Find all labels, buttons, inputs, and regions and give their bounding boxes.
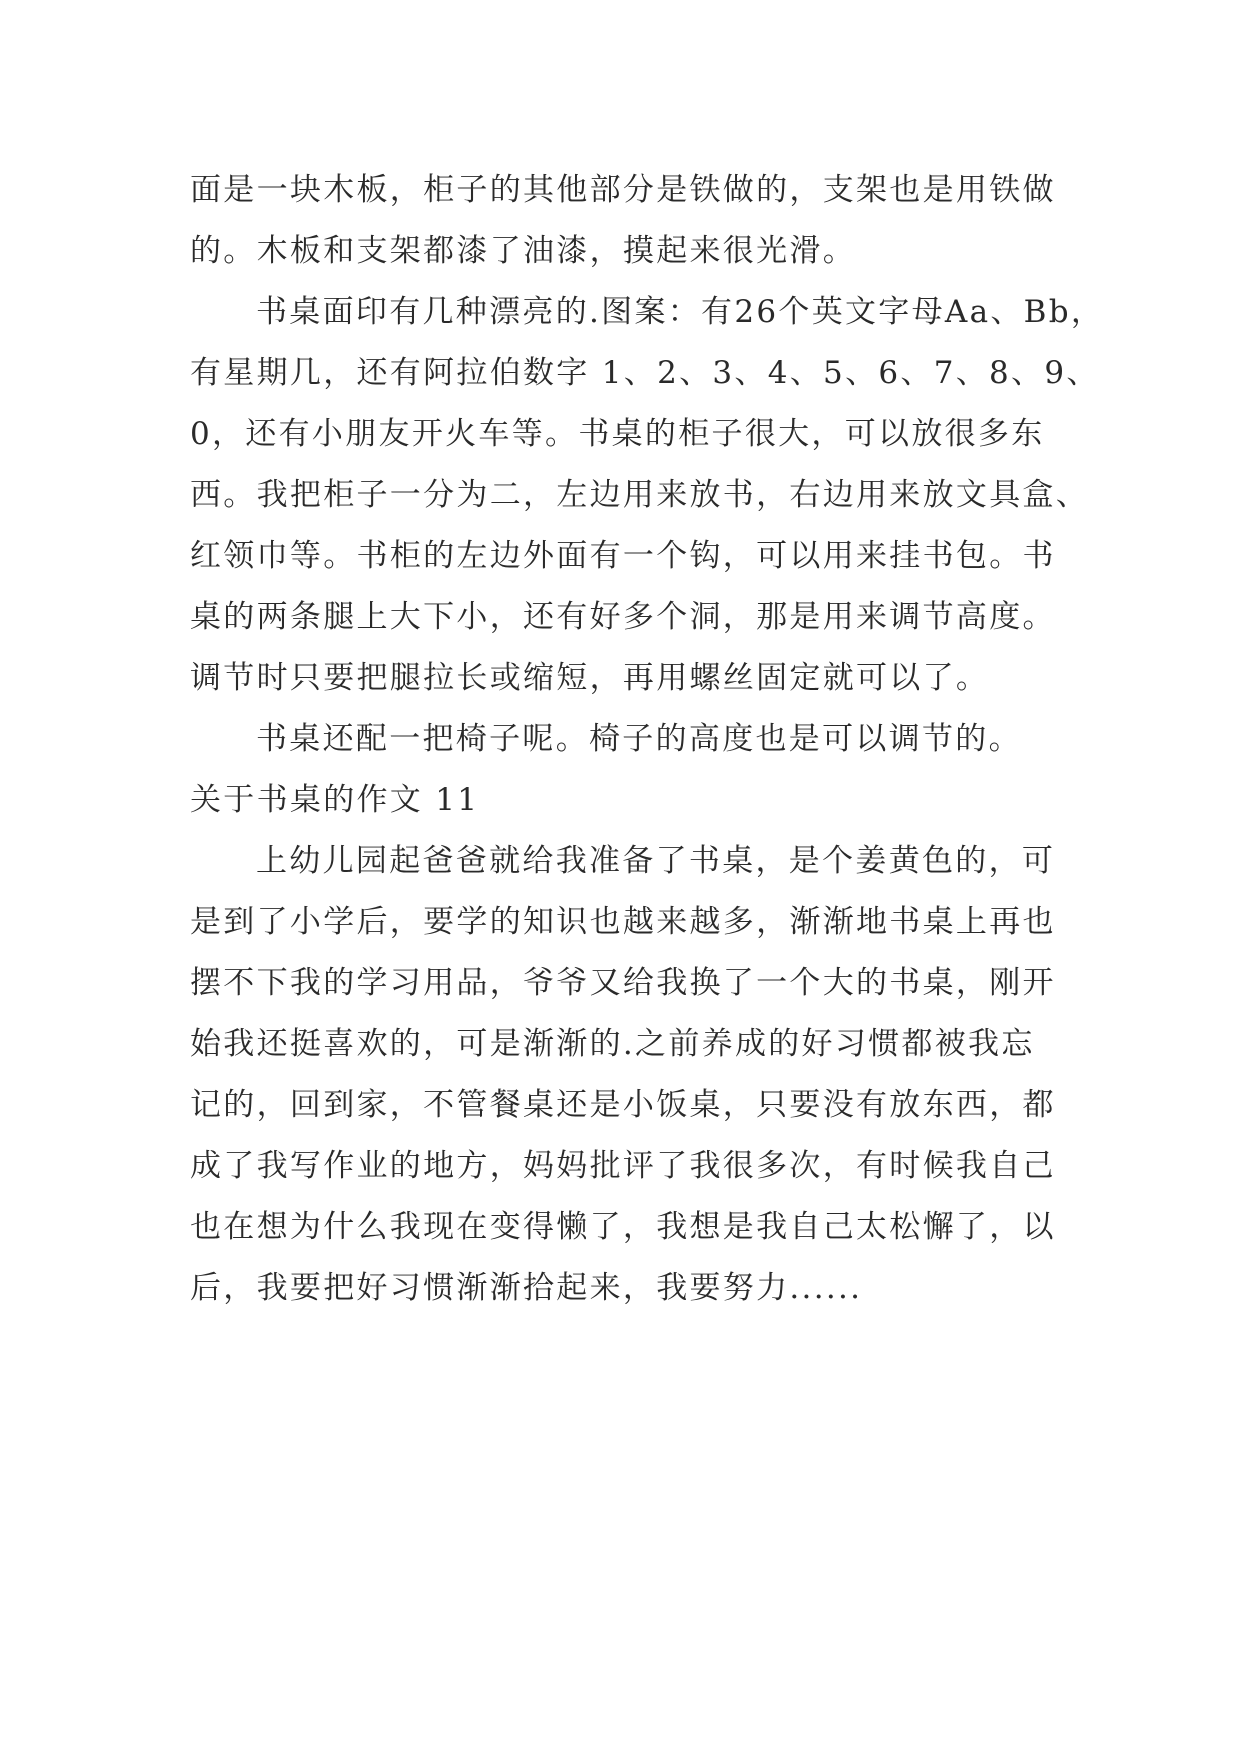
text-line: 成了我写作业的地方，妈妈批评了我很多次，有时候我自己 (190, 1148, 1056, 1184)
text-line: 桌的两条腿上大下小，还有好多个洞，那是用来调节高度。 (190, 599, 1056, 635)
text-line: 西。我把柜子一分为二，左边用来放书，右边用来放文具盒、 (190, 477, 1090, 513)
paragraph-first-line: 书桌还配一把椅子呢。椅子的高度也是可以调节的。 (256, 721, 1022, 757)
text-line: 也在想为什么我现在变得懒了，我想是我自己太松懈了，以 (190, 1209, 1056, 1245)
section-heading: 关于书桌的作文 11 (190, 782, 480, 818)
text-line: 记的，回到家，不管餐桌还是小饭桌，只要没有放东西，都 (190, 1087, 1056, 1123)
document-body (190, 160, 1105, 1319)
text-line: 红领巾等。书柜的左边外面有一个钩，可以用来挂书包。书 (190, 538, 1056, 574)
text-line: 摆不下我的学习用品，爷爷又给我换了一个大的书桌，刚开 (190, 965, 1056, 1001)
text-line: 后，我要把好习惯渐渐拾起来，我要努力...... (190, 1270, 863, 1306)
paragraph-first-line: 书桌面印有几种漂亮的.图案：有26个英文字母Aa、Bb， (256, 294, 1105, 330)
text-line: 调节时只要把腿拉长或缩短，再用螺丝固定就可以了。 (190, 660, 990, 696)
text-line: 0，还有小朋友开火车等。书桌的柜子很大，可以放很多东 (190, 416, 1045, 452)
text-line: 的。木板和支架都漆了油漆，摸起来很光滑。 (190, 233, 856, 269)
text-line: 有星期几，还有阿拉伯数字 1、2、3、4、5、6、7、8、9、 (190, 355, 1100, 391)
text-line: 面是一块木板，柜子的其他部分是铁做的，支架也是用铁做 (190, 172, 1056, 208)
text-line: 是到了小学后，要学的知识也越来越多，渐渐地书桌上再也 (190, 904, 1056, 940)
text-line: 始我还挺喜欢的，可是渐渐的.之前养成的好习惯都被我忘 (190, 1026, 1035, 1062)
paragraph-first-line: 上幼儿园起爸爸就给我准备了书桌，是个姜黄色的，可 (256, 843, 1056, 879)
